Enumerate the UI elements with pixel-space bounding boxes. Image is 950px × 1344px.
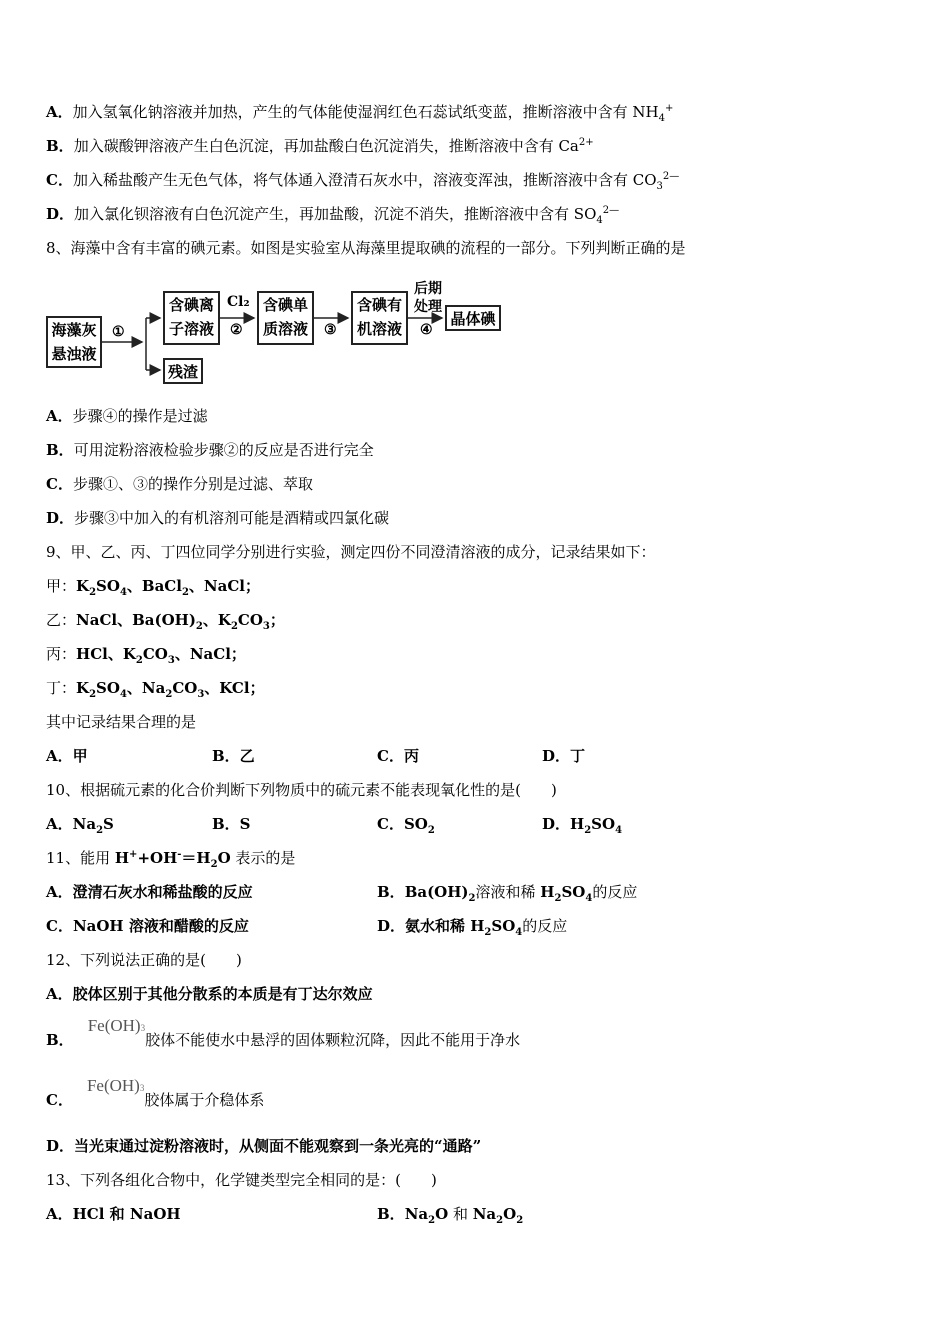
box-crystal-iodine: 晶体碘 [445,305,501,331]
q12-option-b[interactable]: B．Fe(OH)3胶体不能使水中悬浮的固体颗粒沉降，因此不能用于净水 [46,1016,521,1049]
q7-option-b[interactable]: B．加入碳酸钾溶液产生白色沉淀，再加盐酸白色沉淀消失，推断溶液中含有 $Ca^{2+}$ [46,137,594,155]
q10-option-c[interactable]: C．$SO_2$ [377,815,435,836]
q9-record-bing: 丙：HCl、$K_2CO_3$、NaCl； [46,645,246,666]
q9-question: 其中记录结果合理的是 [46,713,197,731]
q11-option-a[interactable]: A．澄清石灰水和稀盐酸的反应 [46,883,253,901]
q8-option-a[interactable]: A．步骤④的操作是过滤 [46,407,208,425]
q7-option-a[interactable]: A．加入氢氧化钠溶液并加热，产生的气体能使湿润红色石蕊试纸变蓝，推断溶液中含有 $NH_4^+$ [46,103,674,124]
q11-option-b[interactable]: B．$Ba(OH)_2$溶液和稀 $H_2SO_4$的反应 [377,883,638,904]
q12-option-d[interactable]: D．当光束通过淀粉溶液时，从侧面不能观察到一条光亮的“通路” [46,1137,482,1155]
q9-record-yi: 乙：NaCl、$Ba(OH)_2$、$K_2CO_3$； [46,611,285,632]
fe-oh3-formula: Fe(OH)3 [87,1016,146,1035]
q10-option-b[interactable]: B．S [212,815,251,833]
later-label-1: 后期 [414,281,442,297]
q9-record-jia: 甲：$K_2SO_4$、BaCl$_2$、NaCl； [46,577,260,598]
step-1-label: ① [112,324,125,340]
q8-option-d[interactable]: D．步骤③中加入的有机溶剂可能是酒精或四氯化碳 [46,509,390,527]
q11-option-c[interactable]: C．NaOH 溶液和醋酸的反应 [46,917,249,935]
q10-stem: 10、根据硫元素的化合价判断下列物质中的硫元素不能表现氧化性的是( ) [46,781,557,799]
q9-option-b[interactable]: B．乙 [212,747,255,765]
step-3-label: ③ [324,322,337,338]
q9-option-d[interactable]: D．丁 [542,747,586,765]
q7-option-a-text: 加入氢氧化钠溶液并加热，产生的气体能使湿润红色石蕊试纸变蓝，推断溶液中含有 NH [72,103,659,121]
later-label-2: 处理 [414,299,442,315]
q7-option-c[interactable]: C．加入稀盐酸产生无色气体，将气体通入澄清石灰水中，溶液变浑浊，推断溶液中含有 $CO_3^{2—}$ [46,171,680,192]
q7-option-d[interactable]: D．加入氯化钡溶液有白色沉淀产生，再加盐酸，沉淀不消失，推断溶液中含有 $SO_4^{2—}$ [46,205,620,226]
q11-option-d[interactable]: D．氨水和稀 $H_2SO_4$的反应 [377,917,568,938]
q10-option-a[interactable]: A．$Na_2S$ [46,815,114,836]
q9-option-c[interactable]: C．丙 [377,747,419,765]
q7-option-c-text: 加入稀盐酸产生无色气体，将气体通入澄清石灰水中，溶液变浑浊，推断溶液中含有 CO [72,171,657,189]
q10-option-d[interactable]: D．$H_2SO_4$ [542,815,623,836]
q8-option-b[interactable]: B．可用淀粉溶液检验步骤②的反应是否进行完全 [46,441,374,459]
q13-stem: 13、下列各组化合物中，化学键类型完全相同的是：( ) [46,1171,437,1189]
q9-record-ding: 丁：$K_2SO_4$、$Na_2CO_3$、KCl； [46,679,265,700]
q9-option-a[interactable]: A．甲 [46,747,88,765]
box-iodine-solution: 含碘单 质溶液 [257,291,314,345]
step-4-label: ④ [420,322,433,338]
q12-option-a[interactable]: A．胶体区别于其他分散系的本质是有丁达尔效应 [46,985,373,1003]
q13-option-b[interactable]: B．$Na_2O$ 和 $Na_2O_2$ [377,1205,524,1226]
fe-oh3-formula: Fe(OH)3 [86,1076,145,1095]
q8-stem: 8、海藻中含有丰富的碘元素。如图是实验室从海藻里提取碘的流程的一部分。下列判断正确的是 [46,239,686,257]
box-residue: 残渣 [163,358,203,384]
q7-option-b-text: 加入碳酸钾溶液产生白色沉淀，再加盐酸白色沉淀消失，推断溶液中含有 Ca [73,137,579,155]
q8-flow-diagram [46,278,516,388]
q13-option-a[interactable]: A．HCl 和 NaOH [46,1205,181,1223]
q12-option-c[interactable]: C．Fe(OH)3胶体属于介稳体系 [46,1076,265,1109]
q8-option-c[interactable]: C．步骤①、③的操作分别是过滤、萃取 [46,475,313,493]
q12-stem: 12、下列说法正确的是( ) [46,951,242,969]
box-organic-solution: 含碘有 机溶液 [351,291,408,345]
step-2-label: ② [230,322,243,338]
cl2-label: Cl₂ [227,294,250,310]
q9-stem: 9、甲、乙、丙、丁四位同学分别进行实验，测定四份不同澄清溶液的成分，记录结果如下： [46,543,656,561]
box-seaweed-ash: 海藻灰 悬浊液 [46,316,102,368]
q7-option-d-text: 加入氯化钡溶液有白色沉淀产生，再加盐酸，沉淀不消失，推断溶液中含有 SO [74,205,597,223]
box-iodide-solution: 含碘离 子溶液 [163,291,220,345]
q11-stem: 11、能用 $H^++OH^-=H_2O$ 表示的是 [46,849,296,870]
